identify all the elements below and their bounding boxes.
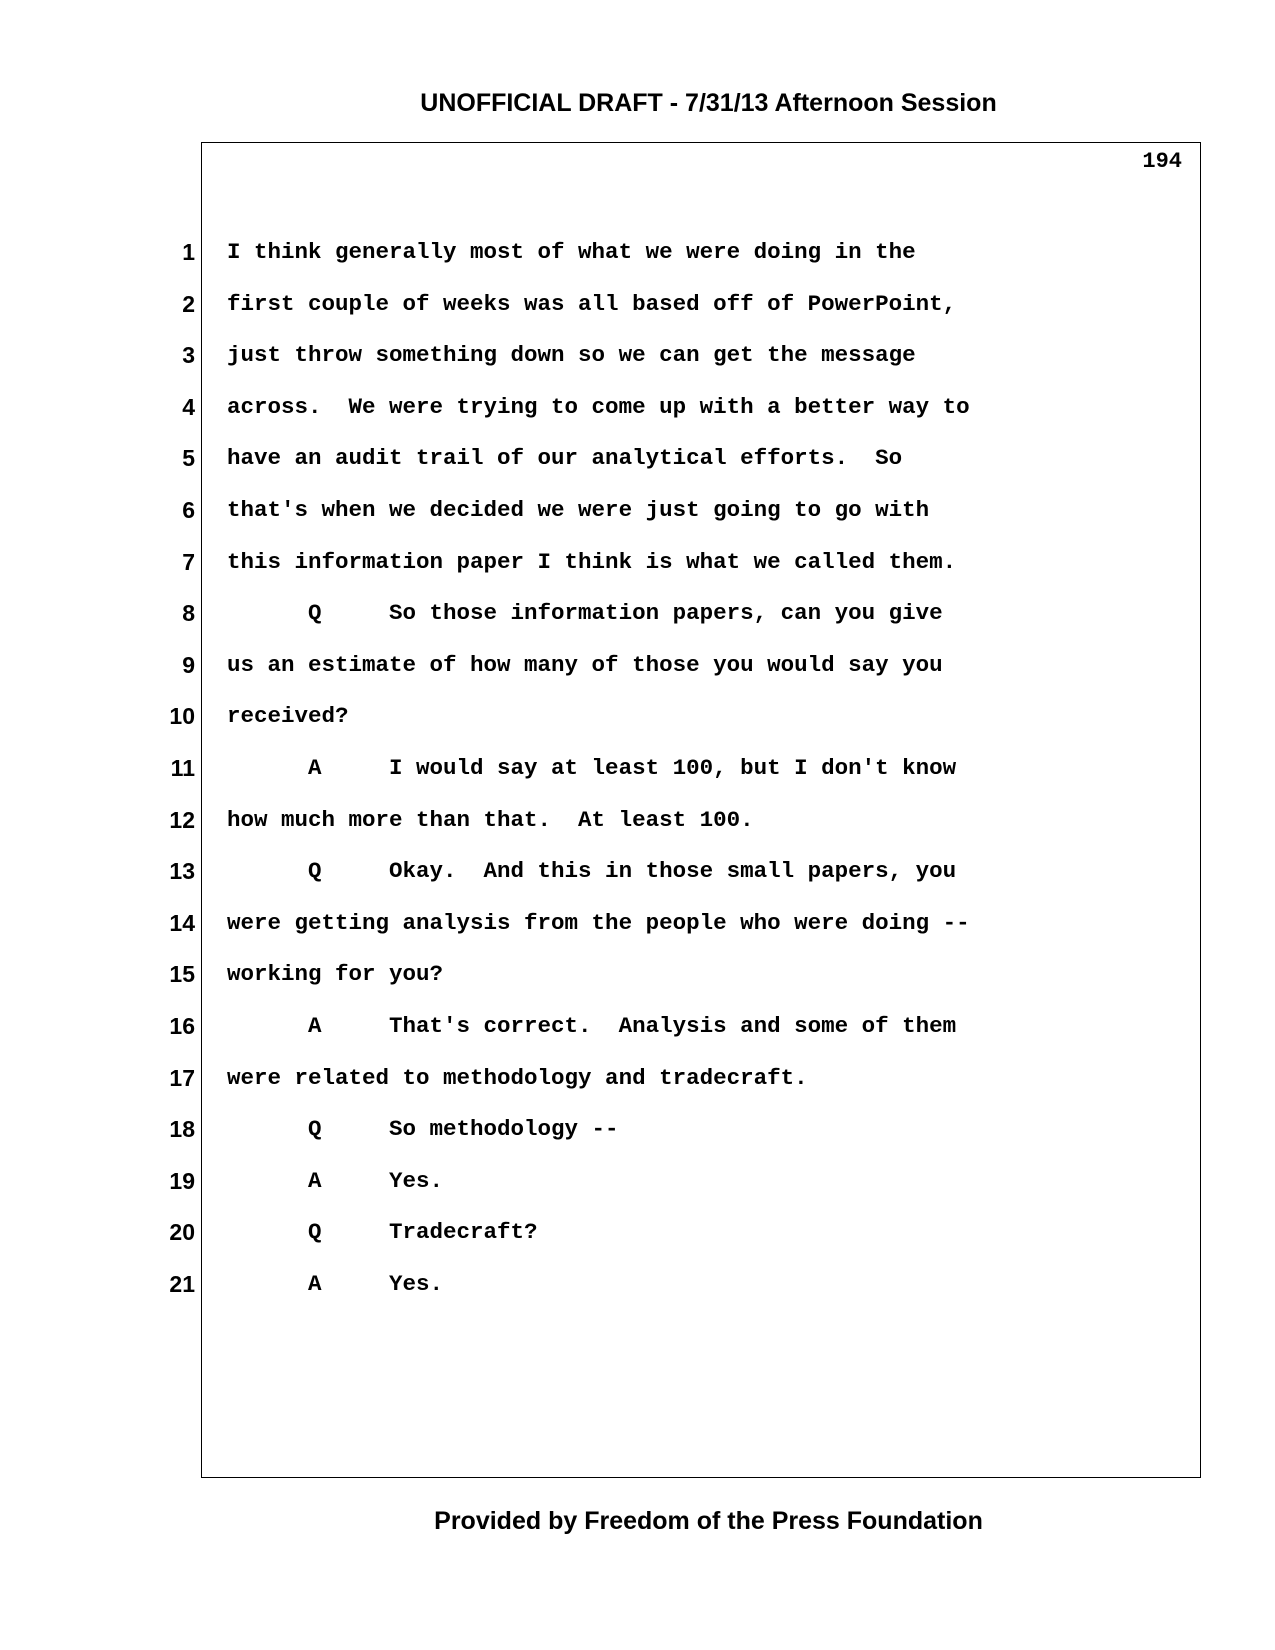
document-footer: Provided by Freedom of the Press Foundation bbox=[434, 1507, 983, 1535]
line-text: have an audit trail of our analytical efforts. So bbox=[227, 445, 903, 472]
line-text: Q So those information papers, can you give bbox=[227, 600, 943, 627]
line-number: 13 bbox=[169, 858, 195, 885]
transcript-line bbox=[0, 957, 1275, 1009]
line-number: 1 bbox=[182, 239, 195, 265]
transcript-line bbox=[0, 441, 1275, 493]
transcript-line bbox=[0, 1061, 1275, 1113]
transcript-line bbox=[0, 803, 1275, 855]
line-text: working for you? bbox=[227, 961, 444, 988]
line-text: A Yes. bbox=[227, 1270, 444, 1297]
transcript-line bbox=[0, 699, 1275, 751]
transcript-line bbox=[0, 1164, 1275, 1216]
line-number: 15 bbox=[169, 961, 195, 988]
line-text: how much more than that. At least 100. bbox=[227, 806, 754, 833]
line-text: A I would say at least 100, but I don't know bbox=[227, 754, 957, 781]
line-number: 6 bbox=[182, 496, 195, 523]
line-number: 9 bbox=[182, 651, 195, 678]
transcript-line bbox=[0, 287, 1275, 339]
transcript-line bbox=[0, 596, 1275, 648]
line-text: that's when we decided we were just going to go with bbox=[227, 496, 930, 523]
line-text: A That's correct. Analysis and some of them bbox=[227, 1012, 957, 1039]
line-text: were getting analysis from the people who were doing -- bbox=[227, 909, 970, 936]
line-number: 3 bbox=[182, 342, 195, 369]
line-number: 4 bbox=[182, 393, 195, 420]
line-text: I think generally most of what we were doing in the bbox=[227, 239, 916, 265]
line-number: 18 bbox=[169, 1116, 195, 1143]
line-text: us an estimate of how many of those you would say you bbox=[227, 651, 943, 678]
transcript-line bbox=[0, 854, 1275, 906]
line-text: A Yes. bbox=[227, 1167, 444, 1194]
line-number: 16 bbox=[169, 1012, 195, 1039]
line-number: 2 bbox=[182, 290, 195, 317]
transcript-line bbox=[0, 1112, 1275, 1164]
line-number: 5 bbox=[182, 445, 195, 472]
transcript-line bbox=[0, 751, 1275, 803]
line-text: this information paper I think is what we called them. bbox=[227, 548, 957, 575]
transcript-line bbox=[0, 906, 1275, 958]
transcript-line bbox=[0, 1009, 1275, 1061]
page-number: 194 bbox=[1142, 149, 1182, 174]
line-number: 20 bbox=[169, 1219, 195, 1246]
line-number: 7 bbox=[182, 548, 195, 575]
line-number: 17 bbox=[169, 1064, 195, 1091]
transcript-line bbox=[0, 648, 1275, 700]
line-text: first couple of weeks was all based off of PowerPoint, bbox=[227, 290, 957, 317]
line-text: received? bbox=[227, 703, 349, 730]
line-number: 14 bbox=[169, 909, 195, 936]
transcript-line bbox=[0, 235, 1275, 287]
line-number: 12 bbox=[169, 806, 195, 833]
line-number: 8 bbox=[182, 600, 195, 627]
line-number: 11 bbox=[170, 754, 195, 781]
line-text: Q Tradecraft? bbox=[227, 1219, 538, 1246]
transcript-line bbox=[0, 338, 1275, 390]
line-text: across. We were trying to come up with a better way to bbox=[227, 393, 970, 420]
line-number: 19 bbox=[169, 1167, 195, 1194]
line-number: 21 bbox=[169, 1270, 195, 1297]
line-number: 10 bbox=[169, 703, 195, 730]
line-text: Q So methodology -- bbox=[227, 1116, 619, 1143]
transcript-line bbox=[0, 545, 1275, 597]
document-header: UNOFFICIAL DRAFT - 7/31/13 Afternoon Session bbox=[420, 89, 997, 117]
line-text: were related to methodology and tradecraft. bbox=[227, 1064, 808, 1091]
transcript-line bbox=[0, 493, 1275, 545]
line-text: just throw something down so we can get the message bbox=[227, 342, 916, 369]
transcript-line bbox=[0, 390, 1275, 442]
transcript-line bbox=[0, 1215, 1275, 1267]
transcript-lines bbox=[0, 235, 1275, 1318]
line-text: Q Okay. And this in those small papers, you bbox=[227, 858, 957, 885]
transcript-line bbox=[0, 1267, 1275, 1319]
